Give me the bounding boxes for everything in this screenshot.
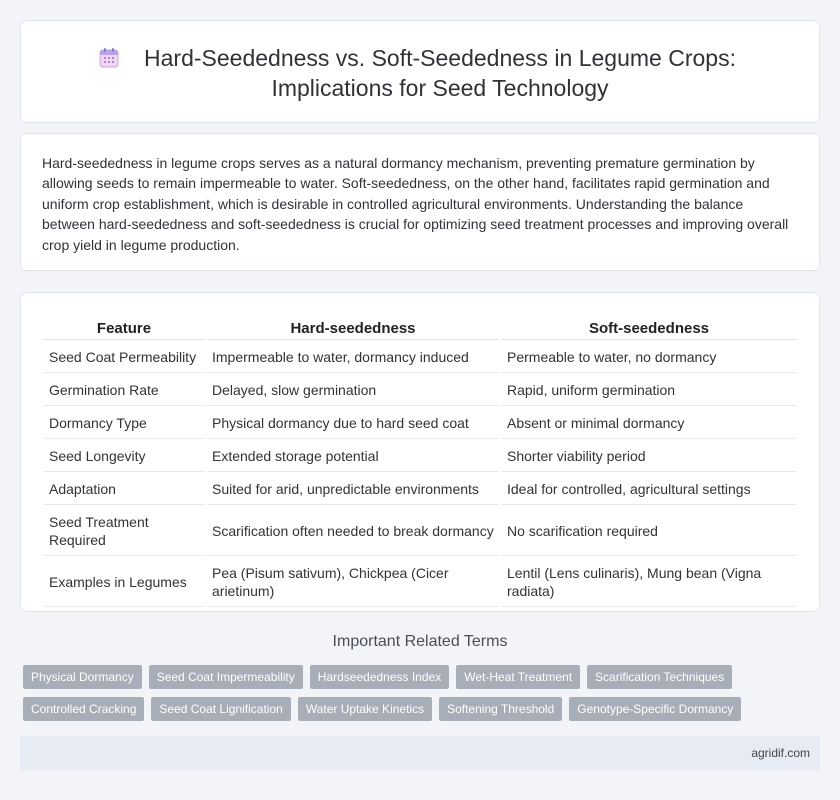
table-row [44, 558, 796, 607]
term-chip[interactable]: Hardseededness Index [310, 665, 449, 689]
comparison-table [41, 317, 799, 609]
header-feature: Feature [44, 319, 204, 340]
table-cell: Germination Rate [44, 375, 204, 406]
footer-bar [20, 736, 820, 770]
footer-site-link[interactable]: agridif.com [751, 746, 810, 760]
table-cell: Seed Longevity [44, 441, 204, 472]
table-cell: Absent or minimal dormancy [502, 408, 796, 439]
table-row [44, 342, 796, 373]
intro-paragraph: Hard-seededness in legume crops serves as a natural dormancy mechanism, preventing premature germination by allowing seeds to remain impermeable to water. Soft-seededness, on the other hand, facilitates rapid germination and uniform crop establishment, which is desirable in controlled agricultural environments. Understanding the balance between hard-seededness and soft-seededness is crucial for optimizing seed treatment processes and improving overall crop yield in legume production. [42, 155, 789, 253]
table-row [44, 375, 796, 406]
table-cell: Seed Coat Permeability [44, 342, 204, 373]
table-row [44, 441, 796, 472]
table-row [44, 408, 796, 439]
page-title: Hard-Seededness vs. Soft-Seededness in Legume Crops: Implications for Seed Technology [144, 45, 736, 101]
related-terms-list [23, 665, 783, 721]
table-cell: Shorter viability period [502, 441, 796, 472]
header-hard-seededness: Hard-seededness [207, 319, 499, 340]
table-cell: Lentil (Lens culinaris), Mung bean (Vigna radiata) [502, 558, 796, 607]
comparison-card [20, 292, 820, 612]
related-terms-heading: Important Related Terms [332, 633, 508, 650]
table-cell: Suited for arid, unpredictable environments [207, 474, 499, 505]
table-cell: Rapid, uniform germination [502, 375, 796, 406]
table-cell: Dormancy Type [44, 408, 204, 439]
term-chip[interactable]: Scarification Techniques [587, 665, 732, 689]
title-card [20, 20, 820, 123]
table-cell: Adaptation [44, 474, 204, 505]
table-cell: Physical dormancy due to hard seed coat [207, 408, 499, 439]
table-row [44, 474, 796, 505]
term-chip[interactable]: Seed Coat Impermeability [149, 665, 303, 689]
header-soft-seededness: Soft-seededness [502, 319, 796, 340]
table-header-row [44, 319, 796, 340]
table-cell: Examples in Legumes [44, 558, 204, 607]
term-chip[interactable]: Controlled Cracking [23, 697, 144, 721]
term-chip[interactable]: Softening Threshold [439, 697, 562, 721]
term-chip[interactable]: Wet-Heat Treatment [456, 665, 580, 689]
term-chip[interactable]: Water Uptake Kinetics [298, 697, 432, 721]
term-chip[interactable]: Genotype-Specific Dormancy [569, 697, 741, 721]
table-cell: Ideal for controlled, agricultural settings [502, 474, 796, 505]
table-cell: Extended storage potential [207, 441, 499, 472]
table-cell: Seed Treatment Required [44, 507, 204, 556]
table-cell: No scarification required [502, 507, 796, 556]
intro-card [20, 133, 820, 271]
table-cell: Delayed, slow germination [207, 375, 499, 406]
table-cell: Permeable to water, no dormancy [502, 342, 796, 373]
table-cell: Scarification often needed to break dormancy [207, 507, 499, 556]
table-cell: Pea (Pisum sativum), Chickpea (Cicer arietinum) [207, 558, 499, 607]
table-row [44, 507, 796, 556]
term-chip[interactable]: Seed Coat Lignification [151, 697, 290, 721]
term-chip[interactable]: Physical Dormancy [23, 665, 142, 689]
table-cell: Impermeable to water, dormancy induced [207, 342, 499, 373]
